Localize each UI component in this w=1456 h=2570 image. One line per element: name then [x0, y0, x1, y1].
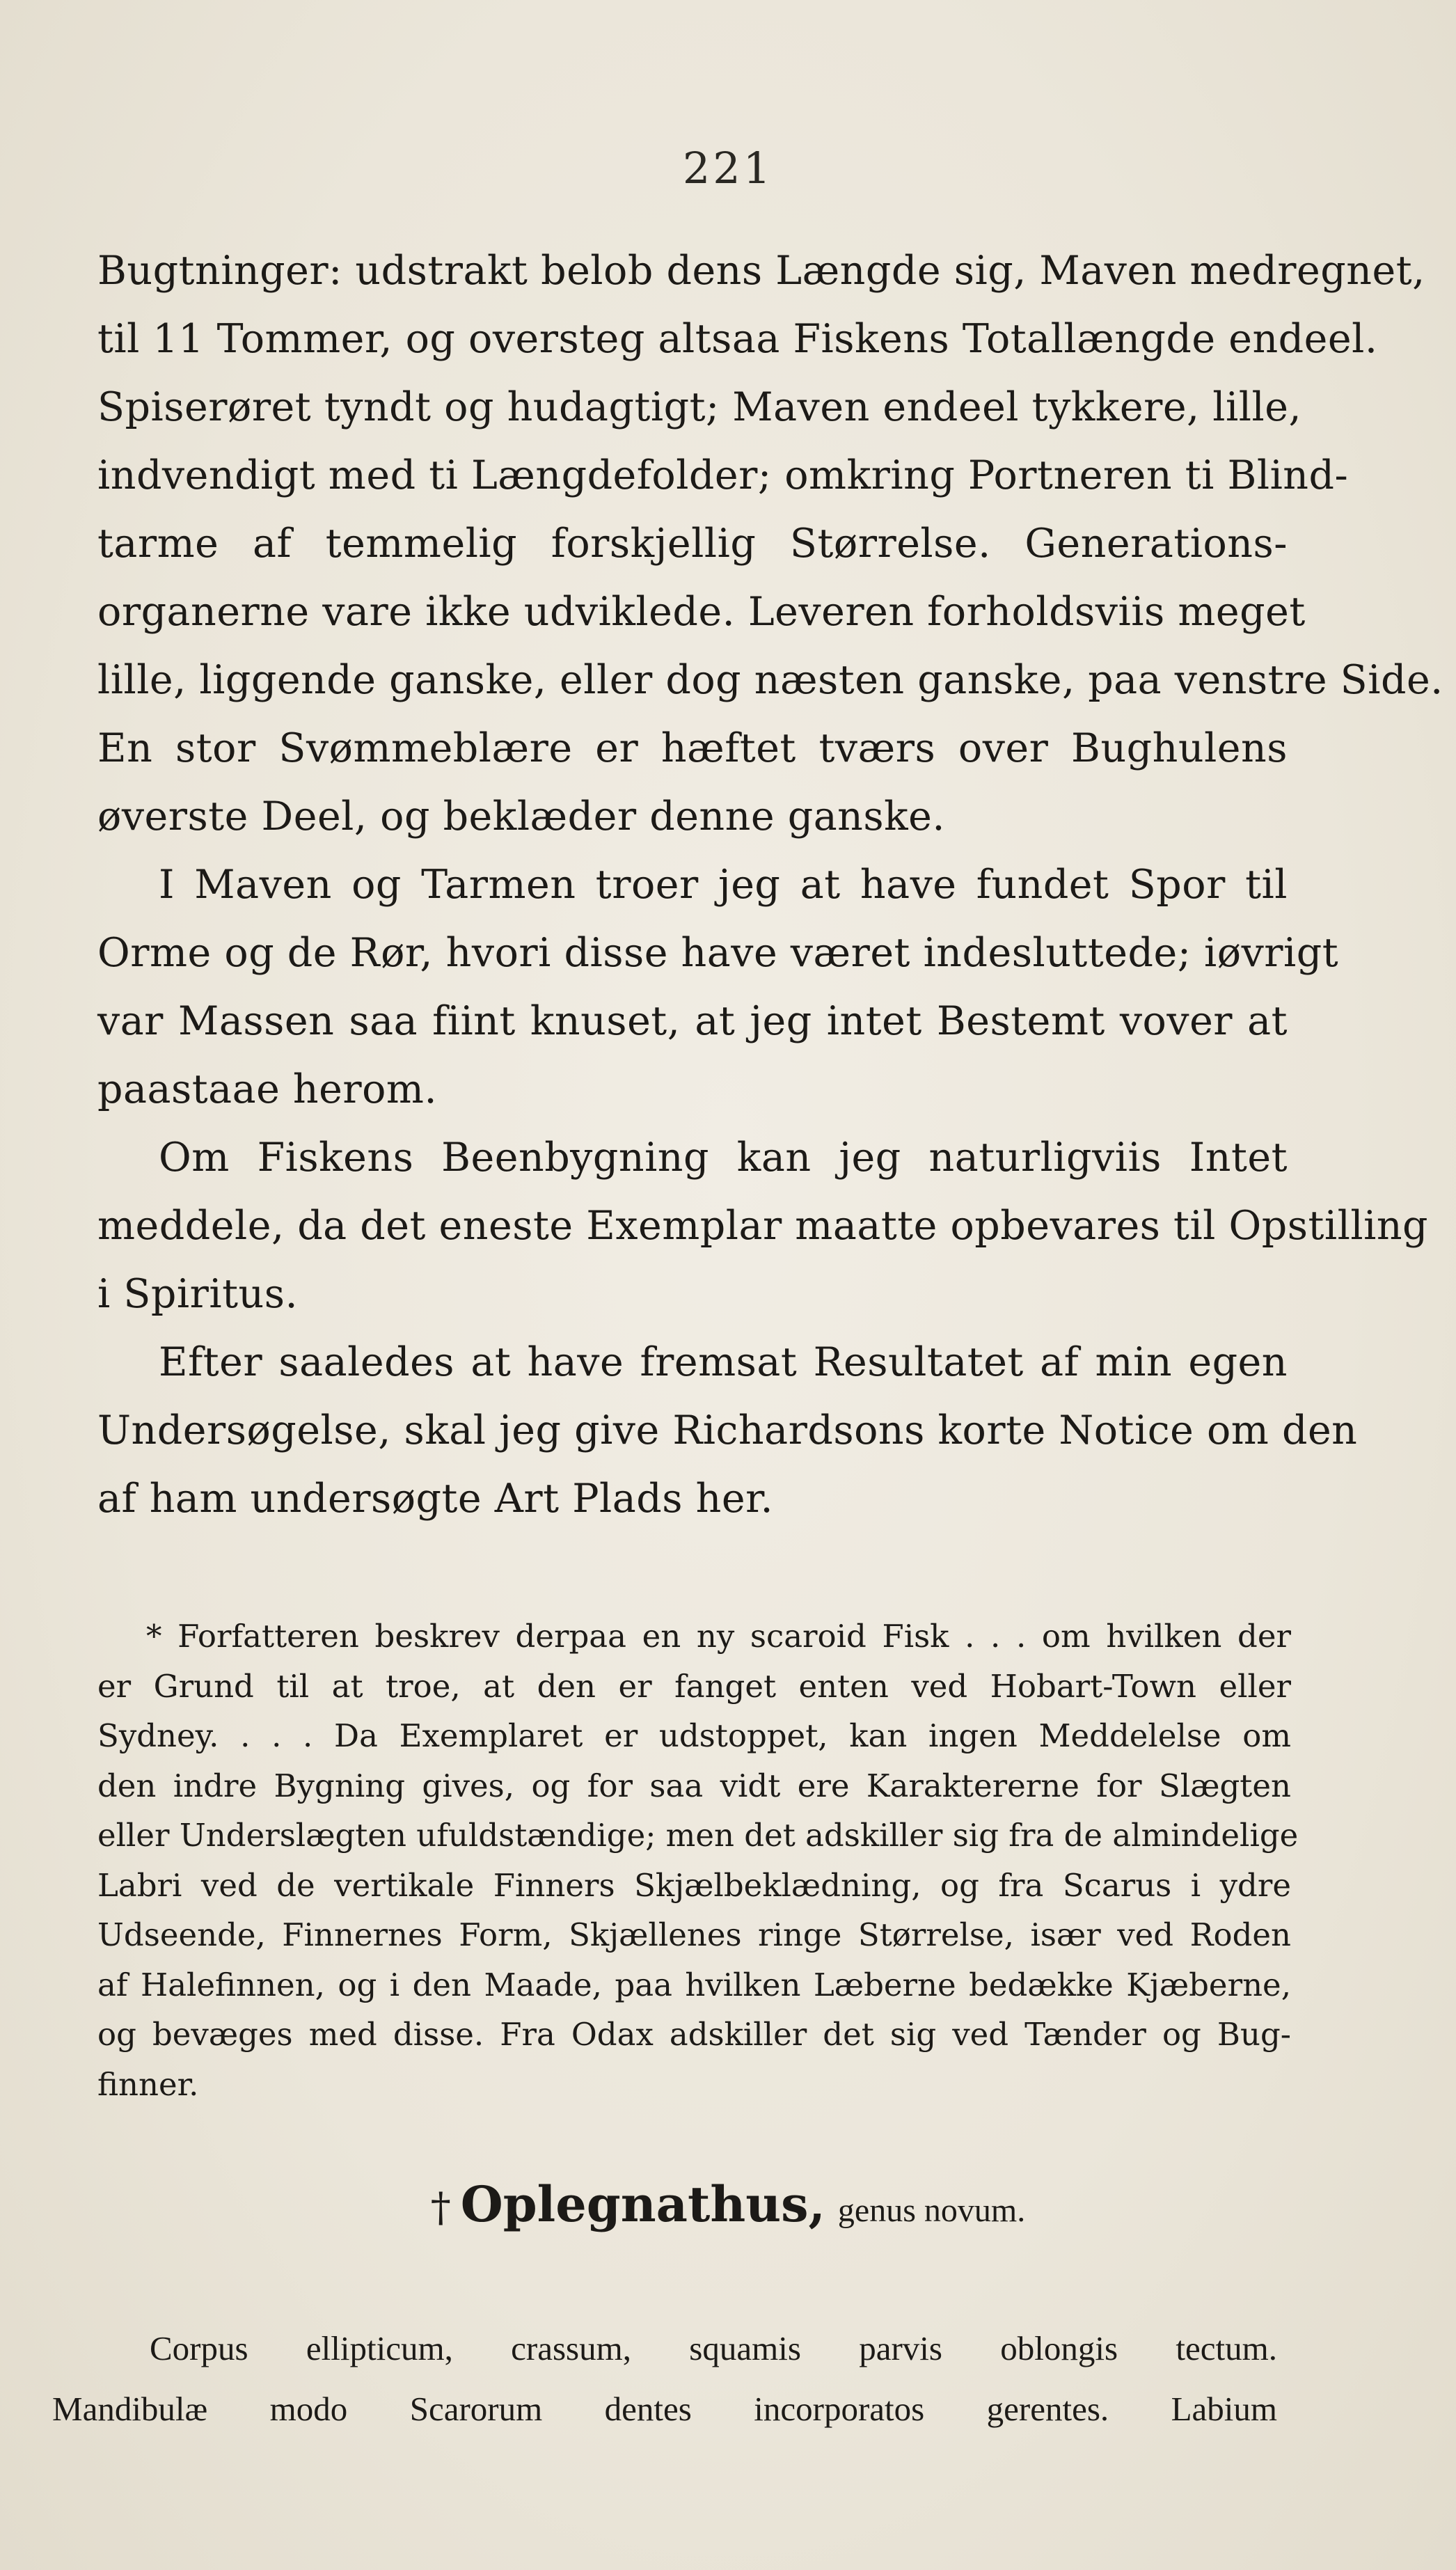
genus-heading — [0, 2175, 1456, 2233]
footnote-line: Sydney. . . . Da Exemplaret er udstoppet, kan ingen Meddelelse om — [97, 1717, 1291, 1754]
body-line: paastaae herom. — [97, 1066, 438, 1112]
body-line: En stor Svømmeblære er hæftet tværs over Bughulens — [97, 725, 1288, 771]
footnote-line: og bevæges med disse. Fra Odax adskiller det sig ved Tænder og Bug- — [97, 2016, 1291, 2053]
footnote-line: er Grund til at troe, at den er fanget enten ved Hobart-Town eller — [97, 1667, 1291, 1705]
footnote-line: Udseende, Finnernes Form, Skjællenes ringe Størrelse, især ved Roden — [97, 1916, 1291, 1953]
body-line: Bugtninger: udstrakt belob dens Længde sig, Maven medregnet, — [97, 248, 1425, 294]
page-number: 221 — [682, 143, 774, 194]
body-line: lille, liggende ganske, eller dog næsten ganske, paa venstre Side. — [97, 657, 1443, 703]
latin-line: Mandibulæ modo Scarorum dentes incorporatos gerentes. Labium — [52, 2390, 1277, 2428]
footnote-line: eller Underslægten ufuldstændige; men det adskiller sig fra de almindelige — [97, 1817, 1299, 1854]
latin-description — [52, 2318, 1277, 2439]
body-line: Spiserøret tyndt og hudagtigt; Maven endeel tykkere, lille, — [97, 384, 1302, 430]
body-line: Orme og de Rør, hvori disse have været indesluttede; iøvrigt — [97, 930, 1339, 976]
footnote-line: Labri ved de vertikale Finners Skjælbeklædning, og fra Scarus i ydre — [97, 1866, 1291, 1904]
body-line: Efter saaledes at have fremsat Resultatet af min egen — [159, 1339, 1288, 1385]
body-line: til 11 Tommer, og oversteg altsaa Fiskens Totallængde endeel. — [97, 316, 1378, 362]
footnote-line: den indre Bygning gives, og for saa vidt ere Karaktererne for Slægten — [97, 1767, 1291, 1804]
footnote — [97, 1611, 1299, 2109]
body-line: tarme af temmelig forskjellig Størrelse. Generations- — [97, 521, 1288, 567]
body-line: af ham undersøgte Art Plads her. — [97, 1476, 774, 1522]
genus-title: Oplegnathus, — [460, 2175, 825, 2233]
latin-line: Corpus ellipticum, crassum, squamis parvis oblongis tectum. — [150, 2329, 1277, 2367]
body-line: var Massen saa fiint knuset, at jeg intet Bestemt vover at — [97, 998, 1288, 1044]
genus-note: genus novum. — [837, 2192, 1026, 2229]
body-line: øverste Deel, og beklæder denne ganske. — [97, 794, 946, 839]
body-line: I Maven og Tarmen troer jeg at have fundet Spor til — [159, 862, 1288, 908]
body-text — [97, 237, 1443, 1533]
body-line: meddele, da det eneste Exemplar maatte opbevares til Opstilling — [97, 1203, 1429, 1249]
footnote-line: finner. — [97, 2065, 199, 2103]
body-line: i Spiritus. — [97, 1271, 299, 1317]
dagger-mark: † — [430, 2184, 451, 2231]
footnote-line: af Halefinnen, og i den Maade, paa hvilken Læberne bedække Kjæberne, — [97, 1966, 1291, 2003]
body-line: Om Fiskens Beenbygning kan jeg naturligviis Intet — [159, 1135, 1288, 1181]
body-line: indvendigt med ti Længdefolder; omkring Portneren ti Blind- — [97, 452, 1349, 498]
body-line: organerne vare ikke udviklede. Leveren forholdsviis meget — [97, 589, 1306, 635]
body-line: Undersøgelse, skal jeg give Richardsons korte Notice om den — [97, 1408, 1358, 1453]
footnote-line: * Forfatteren beskrev derpaa en ny scaroid Fisk . . . om hvilken der — [146, 1618, 1291, 1655]
